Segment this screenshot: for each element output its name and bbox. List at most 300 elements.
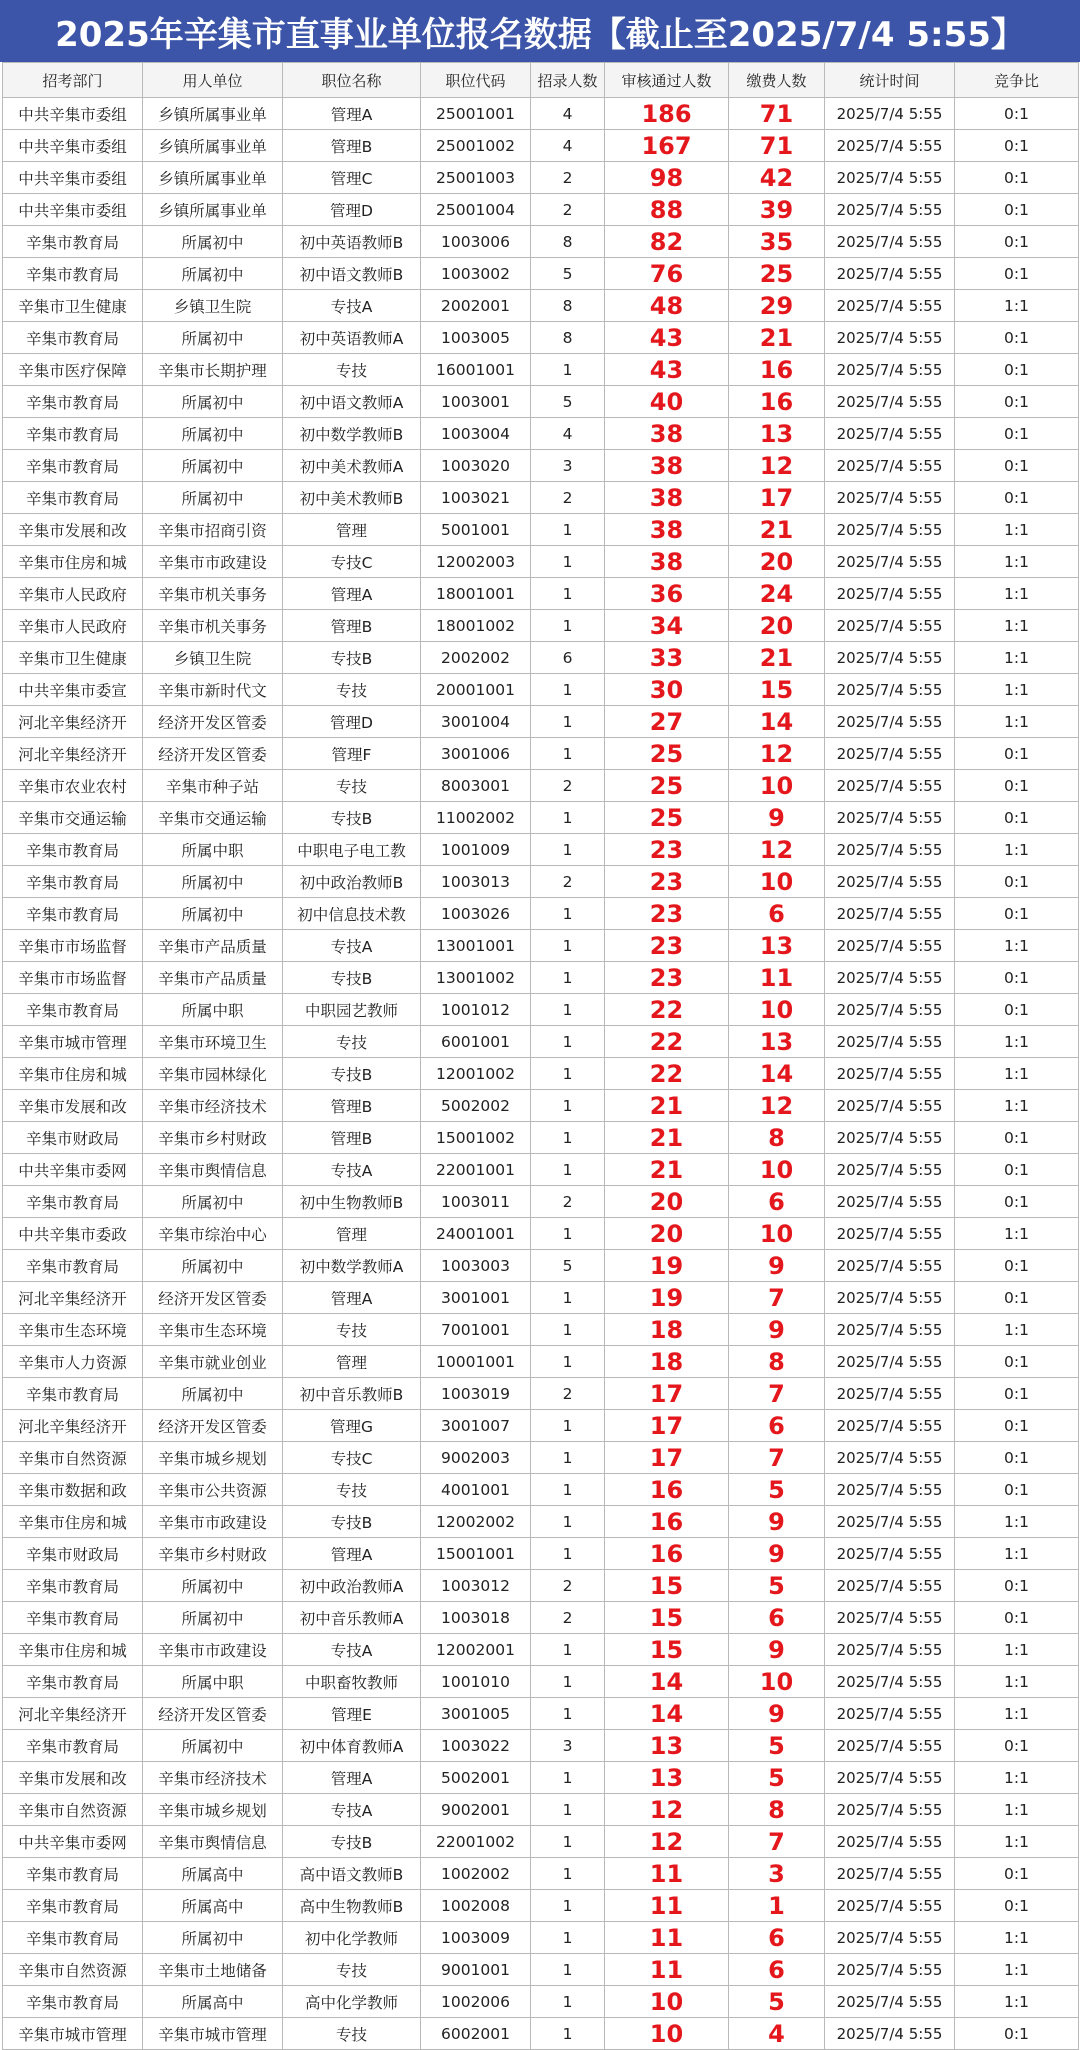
cell-paid: 16 bbox=[729, 354, 825, 386]
cell-paid: 10 bbox=[729, 1218, 825, 1250]
cell-employer: 辛集市公共资源 bbox=[143, 1474, 283, 1506]
cell-employer: 辛集市新时代文 bbox=[143, 674, 283, 706]
cell-approved: 43 bbox=[605, 322, 729, 354]
cell-competition-ratio: 0:1 bbox=[955, 418, 1079, 450]
cell-employer: 辛集市城市管理 bbox=[143, 2018, 283, 2050]
cell-approved: 48 bbox=[605, 290, 729, 322]
cell-quota: 2 bbox=[531, 482, 605, 514]
cell-paid: 9 bbox=[729, 1698, 825, 1730]
cell-employer: 所属初中 bbox=[143, 1922, 283, 1954]
cell-paid: 10 bbox=[729, 1154, 825, 1186]
cell-department: 辛集市教育局 bbox=[3, 1250, 143, 1282]
table-row bbox=[3, 642, 1079, 674]
cell-paid: 10 bbox=[729, 866, 825, 898]
cell-position-name: 专技B bbox=[283, 1826, 421, 1858]
table-row bbox=[3, 1634, 1079, 1666]
cell-paid: 71 bbox=[729, 130, 825, 162]
cell-quota: 1 bbox=[531, 898, 605, 930]
cell-department: 辛集市教育局 bbox=[3, 834, 143, 866]
cell-position-code: 4001001 bbox=[421, 1474, 531, 1506]
header-department: 招考部门 bbox=[3, 63, 143, 98]
table-row bbox=[3, 1922, 1079, 1954]
cell-approved: 11 bbox=[605, 1858, 729, 1890]
table-row bbox=[3, 514, 1079, 546]
cell-employer: 乡镇所属事业单 bbox=[143, 162, 283, 194]
table-row bbox=[3, 1474, 1079, 1506]
cell-approved: 23 bbox=[605, 962, 729, 994]
cell-position-name: 管理E bbox=[283, 1698, 421, 1730]
table-row bbox=[3, 674, 1079, 706]
cell-department: 辛集市教育局 bbox=[3, 1378, 143, 1410]
cell-stat-time: 2025/7/4 5:55 bbox=[825, 482, 955, 514]
cell-employer: 经济开发区管委 bbox=[143, 706, 283, 738]
cell-paid: 13 bbox=[729, 418, 825, 450]
table-row bbox=[3, 866, 1079, 898]
cell-department: 辛集市教育局 bbox=[3, 1570, 143, 1602]
cell-employer: 辛集市产品质量 bbox=[143, 930, 283, 962]
cell-position-name: 管理A bbox=[283, 98, 421, 130]
cell-quota: 5 bbox=[531, 386, 605, 418]
cell-competition-ratio: 0:1 bbox=[955, 1154, 1079, 1186]
cell-quota: 1 bbox=[531, 578, 605, 610]
cell-stat-time: 2025/7/4 5:55 bbox=[825, 386, 955, 418]
table-row bbox=[3, 1730, 1079, 1762]
cell-stat-time: 2025/7/4 5:55 bbox=[825, 1250, 955, 1282]
cell-approved: 38 bbox=[605, 450, 729, 482]
cell-stat-time: 2025/7/4 5:55 bbox=[825, 1922, 955, 1954]
cell-employer: 辛集市经济技术 bbox=[143, 1762, 283, 1794]
cell-department: 中共辛集市委组 bbox=[3, 162, 143, 194]
table-row bbox=[3, 1666, 1079, 1698]
cell-approved: 22 bbox=[605, 1026, 729, 1058]
cell-quota: 1 bbox=[531, 1634, 605, 1666]
cell-position-code: 1003006 bbox=[421, 226, 531, 258]
cell-position-code: 1003012 bbox=[421, 1570, 531, 1602]
cell-paid: 9 bbox=[729, 1506, 825, 1538]
cell-quota: 1 bbox=[531, 1474, 605, 1506]
cell-position-code: 1003019 bbox=[421, 1378, 531, 1410]
cell-position-name: 初中生物教师B bbox=[283, 1186, 421, 1218]
cell-quota: 1 bbox=[531, 1506, 605, 1538]
cell-employer: 辛集市综治中心 bbox=[143, 1218, 283, 1250]
cell-department: 辛集市教育局 bbox=[3, 1666, 143, 1698]
cell-employer: 辛集市机关事务 bbox=[143, 578, 283, 610]
cell-approved: 43 bbox=[605, 354, 729, 386]
cell-position-name: 专技B bbox=[283, 1058, 421, 1090]
cell-employer: 乡镇所属事业单 bbox=[143, 194, 283, 226]
table-row bbox=[3, 1250, 1079, 1282]
cell-department: 中共辛集市委宣 bbox=[3, 674, 143, 706]
cell-approved: 25 bbox=[605, 802, 729, 834]
cell-paid: 9 bbox=[729, 1314, 825, 1346]
cell-paid: 17 bbox=[729, 482, 825, 514]
cell-quota: 1 bbox=[531, 1922, 605, 1954]
cell-position-code: 1003003 bbox=[421, 1250, 531, 1282]
cell-position-code: 9002003 bbox=[421, 1442, 531, 1474]
cell-position-name: 专技A bbox=[283, 290, 421, 322]
header-position-name: 职位名称 bbox=[283, 63, 421, 98]
cell-competition-ratio: 1:1 bbox=[955, 1922, 1079, 1954]
cell-department: 辛集市自然资源 bbox=[3, 1954, 143, 1986]
cell-stat-time: 2025/7/4 5:55 bbox=[825, 2018, 955, 2050]
cell-approved: 16 bbox=[605, 1538, 729, 1570]
cell-department: 河北辛集经济开 bbox=[3, 1282, 143, 1314]
cell-competition-ratio: 0:1 bbox=[955, 1474, 1079, 1506]
cell-quota: 6 bbox=[531, 642, 605, 674]
cell-position-code: 8003001 bbox=[421, 770, 531, 802]
cell-position-code: 18001001 bbox=[421, 578, 531, 610]
table-row bbox=[3, 1890, 1079, 1922]
cell-quota: 3 bbox=[531, 1730, 605, 1762]
table-row bbox=[3, 1986, 1079, 2018]
cell-position-name: 管理B bbox=[283, 1090, 421, 1122]
cell-paid: 21 bbox=[729, 514, 825, 546]
table-row bbox=[3, 1026, 1079, 1058]
cell-paid: 10 bbox=[729, 770, 825, 802]
cell-position-name: 专技B bbox=[283, 1506, 421, 1538]
cell-employer: 所属初中 bbox=[143, 898, 283, 930]
cell-position-name: 管理C bbox=[283, 162, 421, 194]
cell-quota: 1 bbox=[531, 1154, 605, 1186]
table-row bbox=[3, 1858, 1079, 1890]
cell-department: 辛集市教育局 bbox=[3, 1890, 143, 1922]
cell-competition-ratio: 1:1 bbox=[955, 674, 1079, 706]
cell-employer: 所属初中 bbox=[143, 322, 283, 354]
cell-approved: 19 bbox=[605, 1282, 729, 1314]
cell-position-code: 1002002 bbox=[421, 1858, 531, 1890]
cell-paid: 5 bbox=[729, 1986, 825, 2018]
cell-stat-time: 2025/7/4 5:55 bbox=[825, 1666, 955, 1698]
cell-position-name: 专技 bbox=[283, 770, 421, 802]
cell-stat-time: 2025/7/4 5:55 bbox=[825, 802, 955, 834]
cell-competition-ratio: 1:1 bbox=[955, 1538, 1079, 1570]
table-row bbox=[3, 1314, 1079, 1346]
header-quota: 招录人数 bbox=[531, 63, 605, 98]
cell-department: 中共辛集市委组 bbox=[3, 98, 143, 130]
cell-approved: 11 bbox=[605, 1954, 729, 1986]
cell-paid: 13 bbox=[729, 1026, 825, 1058]
cell-stat-time: 2025/7/4 5:55 bbox=[825, 98, 955, 130]
table-row bbox=[3, 258, 1079, 290]
cell-quota: 1 bbox=[531, 546, 605, 578]
header-employer: 用人单位 bbox=[143, 63, 283, 98]
table-row bbox=[3, 1762, 1079, 1794]
cell-position-code: 1003009 bbox=[421, 1922, 531, 1954]
cell-quota: 2 bbox=[531, 1186, 605, 1218]
cell-approved: 38 bbox=[605, 546, 729, 578]
cell-paid: 35 bbox=[729, 226, 825, 258]
cell-stat-time: 2025/7/4 5:55 bbox=[825, 610, 955, 642]
cell-position-name: 专技A bbox=[283, 1154, 421, 1186]
cell-approved: 20 bbox=[605, 1186, 729, 1218]
cell-paid: 10 bbox=[729, 994, 825, 1026]
cell-stat-time: 2025/7/4 5:55 bbox=[825, 1698, 955, 1730]
header-approved: 审核通过人数 bbox=[605, 63, 729, 98]
cell-competition-ratio: 0:1 bbox=[955, 1602, 1079, 1634]
cell-position-name: 初中英语教师A bbox=[283, 322, 421, 354]
cell-position-code: 1003013 bbox=[421, 866, 531, 898]
cell-position-code: 3001004 bbox=[421, 706, 531, 738]
cell-paid: 21 bbox=[729, 642, 825, 674]
cell-approved: 38 bbox=[605, 418, 729, 450]
cell-stat-time: 2025/7/4 5:55 bbox=[825, 930, 955, 962]
cell-quota: 1 bbox=[531, 930, 605, 962]
cell-paid: 7 bbox=[729, 1826, 825, 1858]
cell-position-code: 12002003 bbox=[421, 546, 531, 578]
cell-position-name: 管理D bbox=[283, 194, 421, 226]
cell-position-name: 中职园艺教师 bbox=[283, 994, 421, 1026]
cell-stat-time: 2025/7/4 5:55 bbox=[825, 1986, 955, 2018]
cell-position-name: 专技B bbox=[283, 642, 421, 674]
cell-stat-time: 2025/7/4 5:55 bbox=[825, 1762, 955, 1794]
table-row bbox=[3, 450, 1079, 482]
cell-employer: 所属初中 bbox=[143, 1378, 283, 1410]
cell-department: 辛集市住房和城 bbox=[3, 1506, 143, 1538]
cell-position-name: 管理B bbox=[283, 1122, 421, 1154]
cell-paid: 12 bbox=[729, 450, 825, 482]
cell-paid: 9 bbox=[729, 1538, 825, 1570]
cell-stat-time: 2025/7/4 5:55 bbox=[825, 418, 955, 450]
cell-employer: 所属中职 bbox=[143, 834, 283, 866]
cell-department: 中共辛集市委组 bbox=[3, 194, 143, 226]
cell-paid: 6 bbox=[729, 1410, 825, 1442]
cell-position-code: 11002002 bbox=[421, 802, 531, 834]
cell-department: 辛集市卫生健康 bbox=[3, 642, 143, 674]
cell-position-code: 20001001 bbox=[421, 674, 531, 706]
cell-stat-time: 2025/7/4 5:55 bbox=[825, 1730, 955, 1762]
table-row bbox=[3, 1410, 1079, 1442]
cell-position-name: 初中政治教师B bbox=[283, 866, 421, 898]
cell-department: 河北辛集经济开 bbox=[3, 1410, 143, 1442]
cell-approved: 13 bbox=[605, 1730, 729, 1762]
table-row bbox=[3, 1378, 1079, 1410]
cell-position-code: 1003022 bbox=[421, 1730, 531, 1762]
table-row bbox=[3, 1090, 1079, 1122]
table-row bbox=[3, 1218, 1079, 1250]
cell-paid: 4 bbox=[729, 2018, 825, 2050]
cell-quota: 4 bbox=[531, 130, 605, 162]
cell-position-name: 管理 bbox=[283, 1346, 421, 1378]
cell-quota: 1 bbox=[531, 1058, 605, 1090]
cell-stat-time: 2025/7/4 5:55 bbox=[825, 130, 955, 162]
cell-department: 辛集市发展和改 bbox=[3, 1090, 143, 1122]
cell-position-name: 专技C bbox=[283, 1442, 421, 1474]
cell-stat-time: 2025/7/4 5:55 bbox=[825, 1794, 955, 1826]
table-row bbox=[3, 1570, 1079, 1602]
cell-employer: 辛集市种子站 bbox=[143, 770, 283, 802]
table-row bbox=[3, 1538, 1079, 1570]
cell-department: 辛集市财政局 bbox=[3, 1122, 143, 1154]
cell-department: 辛集市教育局 bbox=[3, 1922, 143, 1954]
cell-position-name: 初中体育教师A bbox=[283, 1730, 421, 1762]
cell-position-name: 高中生物教师B bbox=[283, 1890, 421, 1922]
cell-approved: 15 bbox=[605, 1570, 729, 1602]
cell-position-code: 5002002 bbox=[421, 1090, 531, 1122]
cell-competition-ratio: 1:1 bbox=[955, 1794, 1079, 1826]
cell-position-name: 初中美术教师A bbox=[283, 450, 421, 482]
cell-department: 辛集市教育局 bbox=[3, 1602, 143, 1634]
cell-paid: 6 bbox=[729, 1186, 825, 1218]
cell-approved: 11 bbox=[605, 1890, 729, 1922]
cell-competition-ratio: 0:1 bbox=[955, 98, 1079, 130]
cell-department: 辛集市教育局 bbox=[3, 1186, 143, 1218]
cell-competition-ratio: 1:1 bbox=[955, 610, 1079, 642]
cell-stat-time: 2025/7/4 5:55 bbox=[825, 1346, 955, 1378]
cell-position-name: 管理A bbox=[283, 578, 421, 610]
cell-approved: 76 bbox=[605, 258, 729, 290]
cell-paid: 42 bbox=[729, 162, 825, 194]
cell-position-code: 24001001 bbox=[421, 1218, 531, 1250]
cell-position-name: 专技 bbox=[283, 1026, 421, 1058]
cell-quota: 2 bbox=[531, 866, 605, 898]
header-position-code: 职位代码 bbox=[421, 63, 531, 98]
cell-approved: 167 bbox=[605, 130, 729, 162]
cell-quota: 1 bbox=[531, 514, 605, 546]
cell-position-code: 1001012 bbox=[421, 994, 531, 1026]
cell-competition-ratio: 1:1 bbox=[955, 642, 1079, 674]
cell-position-code: 3001006 bbox=[421, 738, 531, 770]
cell-stat-time: 2025/7/4 5:55 bbox=[825, 706, 955, 738]
cell-approved: 17 bbox=[605, 1410, 729, 1442]
cell-competition-ratio: 0:1 bbox=[955, 1250, 1079, 1282]
cell-competition-ratio: 0:1 bbox=[955, 962, 1079, 994]
cell-quota: 1 bbox=[531, 706, 605, 738]
cell-employer: 辛集市环境卫生 bbox=[143, 1026, 283, 1058]
cell-department: 辛集市人民政府 bbox=[3, 610, 143, 642]
cell-competition-ratio: 0:1 bbox=[955, 1890, 1079, 1922]
cell-paid: 5 bbox=[729, 1762, 825, 1794]
cell-approved: 16 bbox=[605, 1506, 729, 1538]
cell-position-name: 初中语文教师B bbox=[283, 258, 421, 290]
cell-position-code: 3001007 bbox=[421, 1410, 531, 1442]
cell-quota: 1 bbox=[531, 2018, 605, 2050]
cell-stat-time: 2025/7/4 5:55 bbox=[825, 578, 955, 610]
cell-paid: 12 bbox=[729, 738, 825, 770]
cell-position-name: 初中信息技术教 bbox=[283, 898, 421, 930]
cell-position-name: 专技 bbox=[283, 1314, 421, 1346]
table-row bbox=[3, 1058, 1079, 1090]
cell-paid: 3 bbox=[729, 1858, 825, 1890]
cell-position-code: 15001002 bbox=[421, 1122, 531, 1154]
cell-approved: 12 bbox=[605, 1826, 729, 1858]
cell-competition-ratio: 0:1 bbox=[955, 258, 1079, 290]
cell-employer: 所属初中 bbox=[143, 418, 283, 450]
cell-approved: 88 bbox=[605, 194, 729, 226]
cell-stat-time: 2025/7/4 5:55 bbox=[825, 1282, 955, 1314]
cell-stat-time: 2025/7/4 5:55 bbox=[825, 1506, 955, 1538]
cell-quota: 2 bbox=[531, 1570, 605, 1602]
cell-position-code: 1003002 bbox=[421, 258, 531, 290]
cell-competition-ratio: 0:1 bbox=[955, 1858, 1079, 1890]
cell-employer: 所属高中 bbox=[143, 1890, 283, 1922]
cell-position-name: 初中政治教师A bbox=[283, 1570, 421, 1602]
cell-department: 辛集市住房和城 bbox=[3, 1634, 143, 1666]
cell-competition-ratio: 1:1 bbox=[955, 1954, 1079, 1986]
cell-quota: 1 bbox=[531, 1826, 605, 1858]
cell-employer: 辛集市乡村财政 bbox=[143, 1122, 283, 1154]
table-row bbox=[3, 1282, 1079, 1314]
cell-approved: 33 bbox=[605, 642, 729, 674]
cell-paid: 6 bbox=[729, 1954, 825, 1986]
cell-position-name: 专技C bbox=[283, 546, 421, 578]
cell-competition-ratio: 1:1 bbox=[955, 546, 1079, 578]
cell-competition-ratio: 0:1 bbox=[955, 1378, 1079, 1410]
cell-department: 辛集市数据和政 bbox=[3, 1474, 143, 1506]
cell-quota: 5 bbox=[531, 1250, 605, 1282]
cell-stat-time: 2025/7/4 5:55 bbox=[825, 1442, 955, 1474]
cell-quota: 1 bbox=[531, 1890, 605, 1922]
cell-department: 辛集市发展和改 bbox=[3, 1762, 143, 1794]
cell-approved: 19 bbox=[605, 1250, 729, 1282]
cell-position-code: 25001001 bbox=[421, 98, 531, 130]
cell-paid: 12 bbox=[729, 834, 825, 866]
cell-stat-time: 2025/7/4 5:55 bbox=[825, 450, 955, 482]
table-row bbox=[3, 1442, 1079, 1474]
cell-quota: 1 bbox=[531, 1442, 605, 1474]
cell-competition-ratio: 0:1 bbox=[955, 802, 1079, 834]
cell-approved: 20 bbox=[605, 1218, 729, 1250]
cell-competition-ratio: 0:1 bbox=[955, 994, 1079, 1026]
cell-employer: 辛集市长期护理 bbox=[143, 354, 283, 386]
cell-department: 辛集市教育局 bbox=[3, 322, 143, 354]
cell-department: 中共辛集市委政 bbox=[3, 1218, 143, 1250]
cell-stat-time: 2025/7/4 5:55 bbox=[825, 1826, 955, 1858]
cell-paid: 8 bbox=[729, 1794, 825, 1826]
cell-approved: 23 bbox=[605, 866, 729, 898]
cell-position-code: 3001001 bbox=[421, 1282, 531, 1314]
cell-approved: 36 bbox=[605, 578, 729, 610]
table-row bbox=[3, 130, 1079, 162]
cell-department: 辛集市市场监督 bbox=[3, 962, 143, 994]
cell-quota: 8 bbox=[531, 290, 605, 322]
cell-competition-ratio: 0:1 bbox=[955, 162, 1079, 194]
cell-department: 河北辛集经济开 bbox=[3, 706, 143, 738]
cell-quota: 1 bbox=[531, 1762, 605, 1794]
cell-paid: 8 bbox=[729, 1122, 825, 1154]
cell-quota: 1 bbox=[531, 994, 605, 1026]
table-row bbox=[3, 1346, 1079, 1378]
cell-quota: 1 bbox=[531, 1666, 605, 1698]
table-row bbox=[3, 962, 1079, 994]
cell-employer: 所属高中 bbox=[143, 1986, 283, 2018]
cell-paid: 11 bbox=[729, 962, 825, 994]
cell-paid: 20 bbox=[729, 610, 825, 642]
cell-department: 河北辛集经济开 bbox=[3, 738, 143, 770]
header-competition-ratio: 竞争比 bbox=[955, 63, 1079, 98]
cell-position-code: 2002001 bbox=[421, 290, 531, 322]
cell-approved: 25 bbox=[605, 738, 729, 770]
cell-stat-time: 2025/7/4 5:55 bbox=[825, 322, 955, 354]
cell-competition-ratio: 1:1 bbox=[955, 1986, 1079, 2018]
cell-approved: 23 bbox=[605, 930, 729, 962]
cell-employer: 经济开发区管委 bbox=[143, 738, 283, 770]
cell-stat-time: 2025/7/4 5:55 bbox=[825, 226, 955, 258]
cell-paid: 14 bbox=[729, 706, 825, 738]
table-row bbox=[3, 98, 1079, 130]
cell-employer: 所属初中 bbox=[143, 450, 283, 482]
cell-paid: 1 bbox=[729, 1890, 825, 1922]
cell-position-name: 初中音乐教师B bbox=[283, 1378, 421, 1410]
cell-approved: 17 bbox=[605, 1378, 729, 1410]
page-title: 2025年辛集市直事业单位报名数据【截止至2025/7/4 5:55】 bbox=[0, 0, 1080, 62]
cell-quota: 1 bbox=[531, 1794, 605, 1826]
cell-position-name: 初中美术教师B bbox=[283, 482, 421, 514]
cell-paid: 9 bbox=[729, 1250, 825, 1282]
cell-paid: 5 bbox=[729, 1570, 825, 1602]
cell-competition-ratio: 1:1 bbox=[955, 1314, 1079, 1346]
cell-quota: 8 bbox=[531, 226, 605, 258]
cell-employer: 经济开发区管委 bbox=[143, 1698, 283, 1730]
